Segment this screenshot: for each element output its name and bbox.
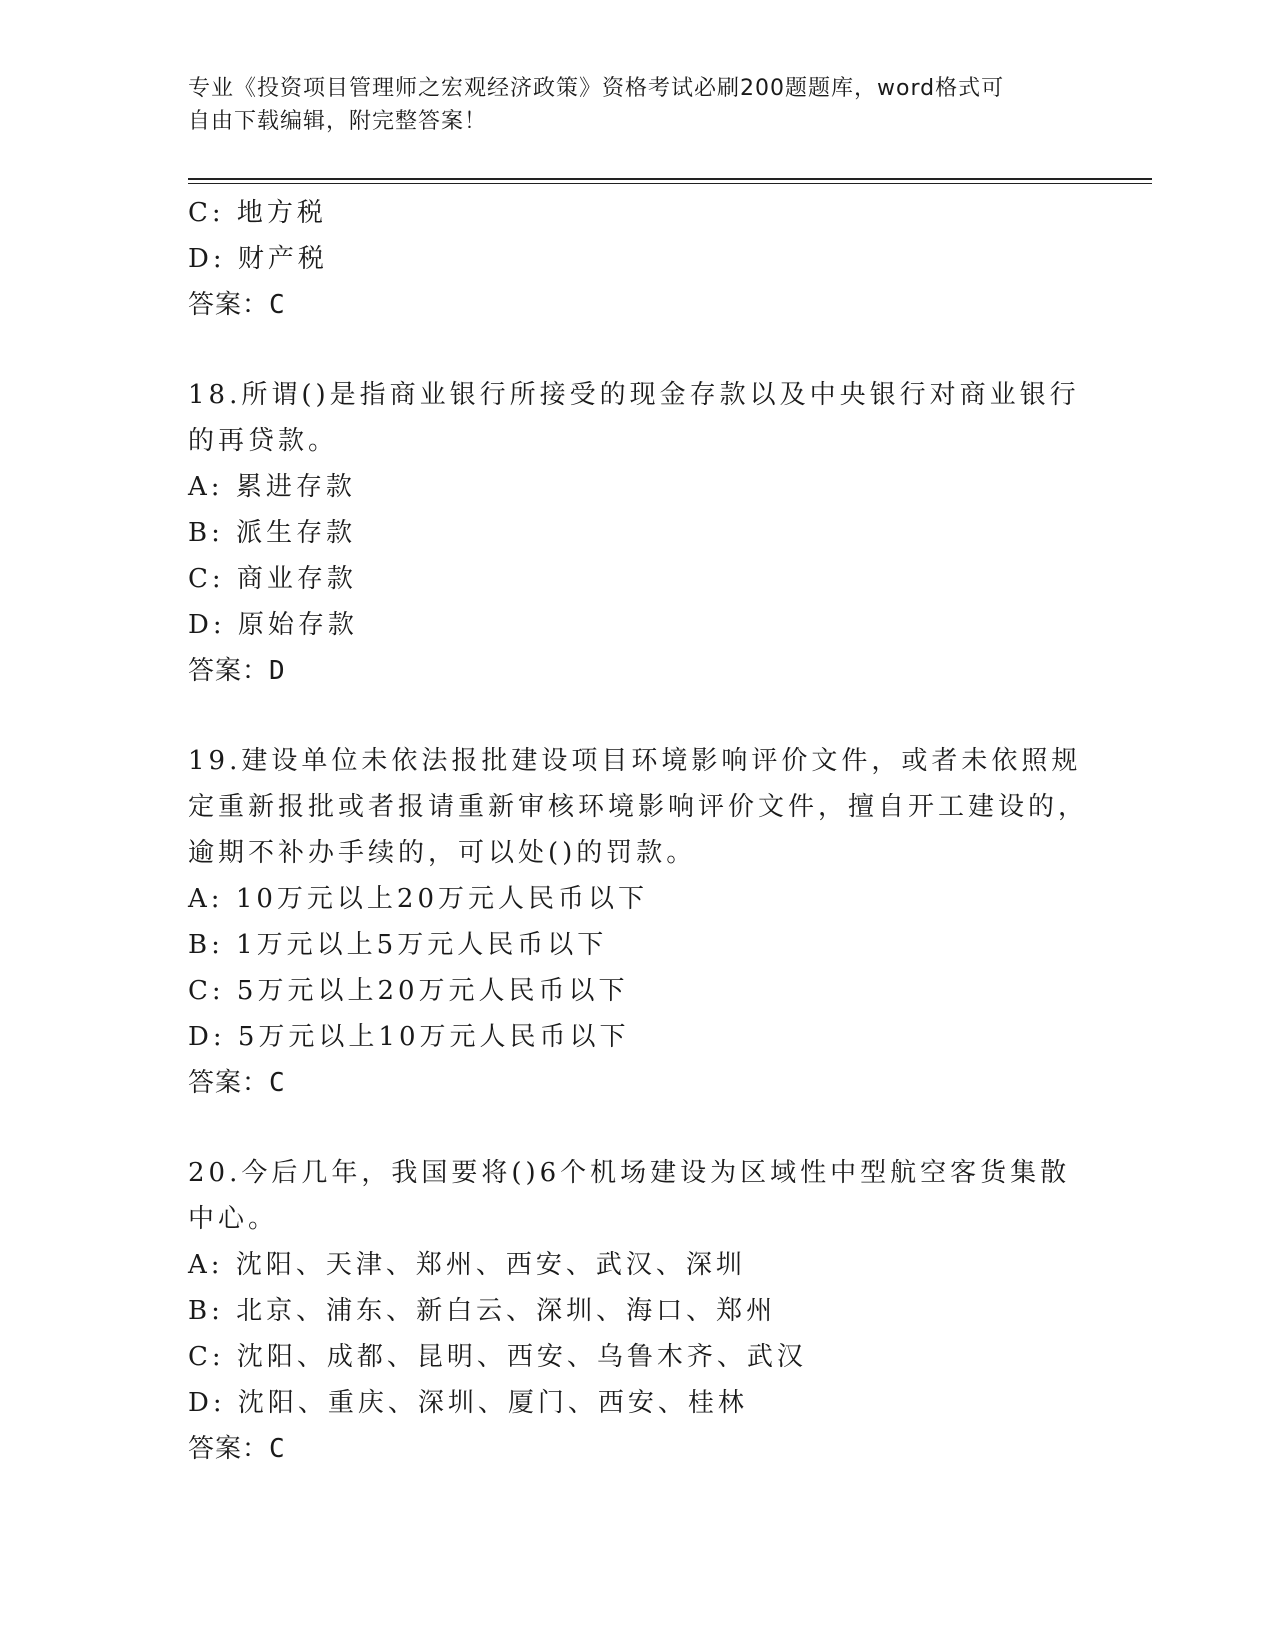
option-c: [188, 556, 1088, 602]
option-text: 沈阳、成都、昆明、西安、乌鲁木齐、武汉: [236, 1342, 807, 1372]
question-block-18: [188, 372, 1088, 694]
option-b: [188, 1288, 1088, 1334]
header-divider-thick: [188, 178, 1152, 180]
header-line-2: 自由下载编辑，附完整答案！: [188, 109, 488, 134]
answer-line: [188, 648, 1088, 694]
document-header: [188, 72, 1088, 138]
option-text: 派生存款: [236, 518, 357, 548]
option-d: [188, 1380, 1088, 1426]
option-text: 10万元以上20万元人民币以下: [235, 884, 648, 914]
question-block-19: [188, 738, 1088, 1106]
option-text: 财产税: [237, 244, 328, 274]
answer-value: D: [269, 656, 286, 686]
option-text: 5万元以上10万元人民币以下: [237, 1022, 630, 1052]
question-block-20: [188, 1150, 1088, 1472]
spacer: [188, 1106, 1088, 1150]
option-label: A:: [188, 1250, 224, 1280]
question-list: [188, 190, 1088, 1472]
option-d: [188, 236, 1088, 282]
option-text: 沈阳、天津、郑州、西安、武汉、深圳: [235, 1250, 746, 1280]
option-text: 1万元以上5万元人民币以下: [236, 930, 608, 960]
answer-label: 答案：: [188, 290, 270, 320]
answer-line: [188, 282, 1088, 328]
option-c: [188, 190, 1088, 236]
option-a: [188, 1242, 1088, 1288]
option-label: B:: [188, 1296, 224, 1326]
option-label: A:: [188, 472, 224, 502]
option-text: 累进存款: [235, 472, 356, 502]
option-text: 北京、浦东、新白云、深圳、海口、郑州: [236, 1296, 777, 1326]
question-text: 20.今后几年，我国要将()6个机场建设为区域性中型航空客货集散中心。: [188, 1158, 1071, 1234]
option-text: 5万元以上20万元人民币以下: [236, 976, 629, 1006]
option-d: [188, 602, 1088, 648]
option-label: C:: [188, 198, 225, 228]
option-label: A:: [188, 884, 224, 914]
answer-value: C: [269, 1434, 286, 1464]
answer-label: 答案：: [188, 1434, 270, 1464]
answer-line: [188, 1426, 1088, 1472]
option-label: B:: [188, 930, 224, 960]
option-a: [188, 464, 1088, 510]
option-text: 地方税: [236, 198, 327, 228]
answer-label: 答案：: [188, 656, 270, 686]
option-label: C:: [188, 1342, 225, 1372]
answer-label: 答案：: [188, 1068, 270, 1098]
option-label: D:: [188, 1388, 226, 1418]
option-b: [188, 510, 1088, 556]
spacer: [188, 694, 1088, 738]
option-d: [188, 1014, 1088, 1060]
option-label: D:: [188, 1022, 226, 1052]
header-line-1: 专业《投资项目管理师之宏观经济政策》资格考试必刷200题题库，word格式可: [188, 76, 1005, 101]
option-label: D:: [188, 244, 226, 274]
option-c: [188, 968, 1088, 1014]
answer-line: [188, 1060, 1088, 1106]
spacer: [188, 328, 1088, 372]
option-a: [188, 876, 1088, 922]
answer-value: C: [269, 1068, 286, 1098]
question-text: 18.所谓()是指商业银行所接受的现金存款以及中央银行对商业银行的再贷款。: [188, 380, 1080, 456]
option-text: 沈阳、重庆、深圳、厦门、西安、桂林: [237, 1388, 748, 1418]
option-c: [188, 1334, 1088, 1380]
question-text: 19.建设单位未依法报批建设项目环境影响评价文件，或者未依照规定重新报批或者报请重新审核环境影响评价文件，擅自开工建设的，逾期不补办手续的，可以处()的罚款。: [188, 746, 1089, 868]
answer-value: C: [269, 290, 286, 320]
option-label: C:: [188, 976, 225, 1006]
header-divider-thin: [188, 183, 1152, 184]
option-text: 商业存款: [236, 564, 357, 594]
option-label: C:: [188, 564, 225, 594]
question-block-prev: [188, 190, 1088, 328]
option-text: 原始存款: [237, 610, 358, 640]
option-label: B:: [188, 518, 224, 548]
option-label: D:: [188, 610, 226, 640]
option-b: [188, 922, 1088, 968]
